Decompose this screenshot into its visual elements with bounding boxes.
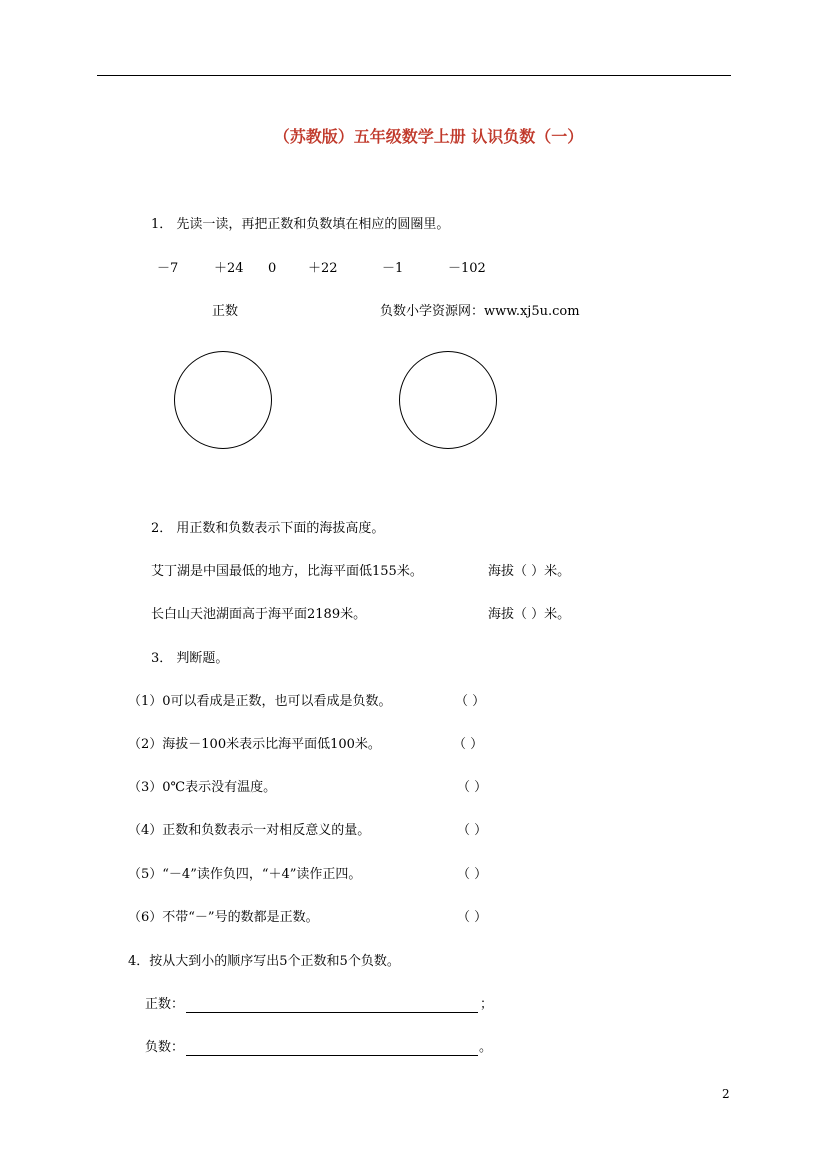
document-title: （苏教版）五年级数学上册 认识负数（一） (273, 127, 584, 146)
q3-answer-paren[interactable]: （ ） (455, 694, 486, 709)
q1-number: ＋22 (308, 261, 338, 276)
q3-item-text: （5）“－4”读作负四，“＋4”读作正四。 (128, 867, 362, 882)
q3-answer-paren[interactable]: （ ） (457, 910, 488, 925)
q2-answer-blank[interactable]: 海拔（ ）米。 (488, 607, 571, 622)
q1-number: －1 (382, 261, 404, 276)
q4-stem: 4．按从大到小的顺序写出5个正数和5个负数。 (128, 954, 400, 969)
q3-item-text: （4）正数和负数表示一对相反意义的量。 (128, 823, 371, 838)
page-number: 2 (722, 1087, 730, 1101)
q3-item-text: （3）0℃表示没有温度。 (128, 780, 277, 795)
q4-positive-end: ； (480, 997, 494, 1012)
q1-number: －7 (157, 261, 179, 276)
q3-stem: 3． 判断题。 (151, 651, 229, 666)
q3-answer-paren[interactable]: （ ） (457, 780, 488, 795)
q3-answer-paren[interactable]: （ ） (453, 737, 484, 752)
q1-number: －102 (448, 261, 486, 276)
q3-item-text: （6）不带“－”号的数都是正数。 (128, 910, 319, 925)
q3-answer-paren[interactable]: （ ） (457, 823, 488, 838)
q2-item-text: 长白山天池湖面高于海平面2189米。 (151, 607, 367, 622)
negative-answer-line[interactable] (186, 1055, 478, 1056)
q2-stem: 2． 用正数和负数表示下面的海拔高度。 (151, 521, 385, 536)
q4-negative-end: 。 (479, 1040, 493, 1055)
q4-positive-label: 正数： (145, 997, 185, 1012)
q2-item-text: 艾丁湖是中国最低的地方，比海平面低155米。 (151, 564, 423, 579)
header-rule (97, 75, 731, 76)
q1-stem: 1． 先读一读，再把正数和负数填在相应的圆圈里。 (151, 217, 450, 232)
q1-number: ＋24 (214, 261, 244, 276)
q3-item-text: （1）0可以看成是正数，也可以看成是负数。 (128, 694, 392, 709)
q1-number: 0 (268, 261, 277, 276)
negative-label: 负数小学资源网：www.xj5u.com (380, 304, 580, 319)
q2-answer-blank[interactable]: 海拔（ ）米。 (488, 564, 571, 579)
negative-circle[interactable] (399, 351, 497, 449)
positive-answer-line[interactable] (186, 1012, 478, 1013)
q3-answer-paren[interactable]: （ ） (457, 867, 488, 882)
positive-circle[interactable] (174, 351, 272, 449)
q4-negative-label: 负数： (145, 1040, 185, 1055)
q3-item-text: （2）海拔－100米表示比海平面低100米。 (128, 737, 381, 752)
positive-label: 正数 (212, 304, 239, 319)
